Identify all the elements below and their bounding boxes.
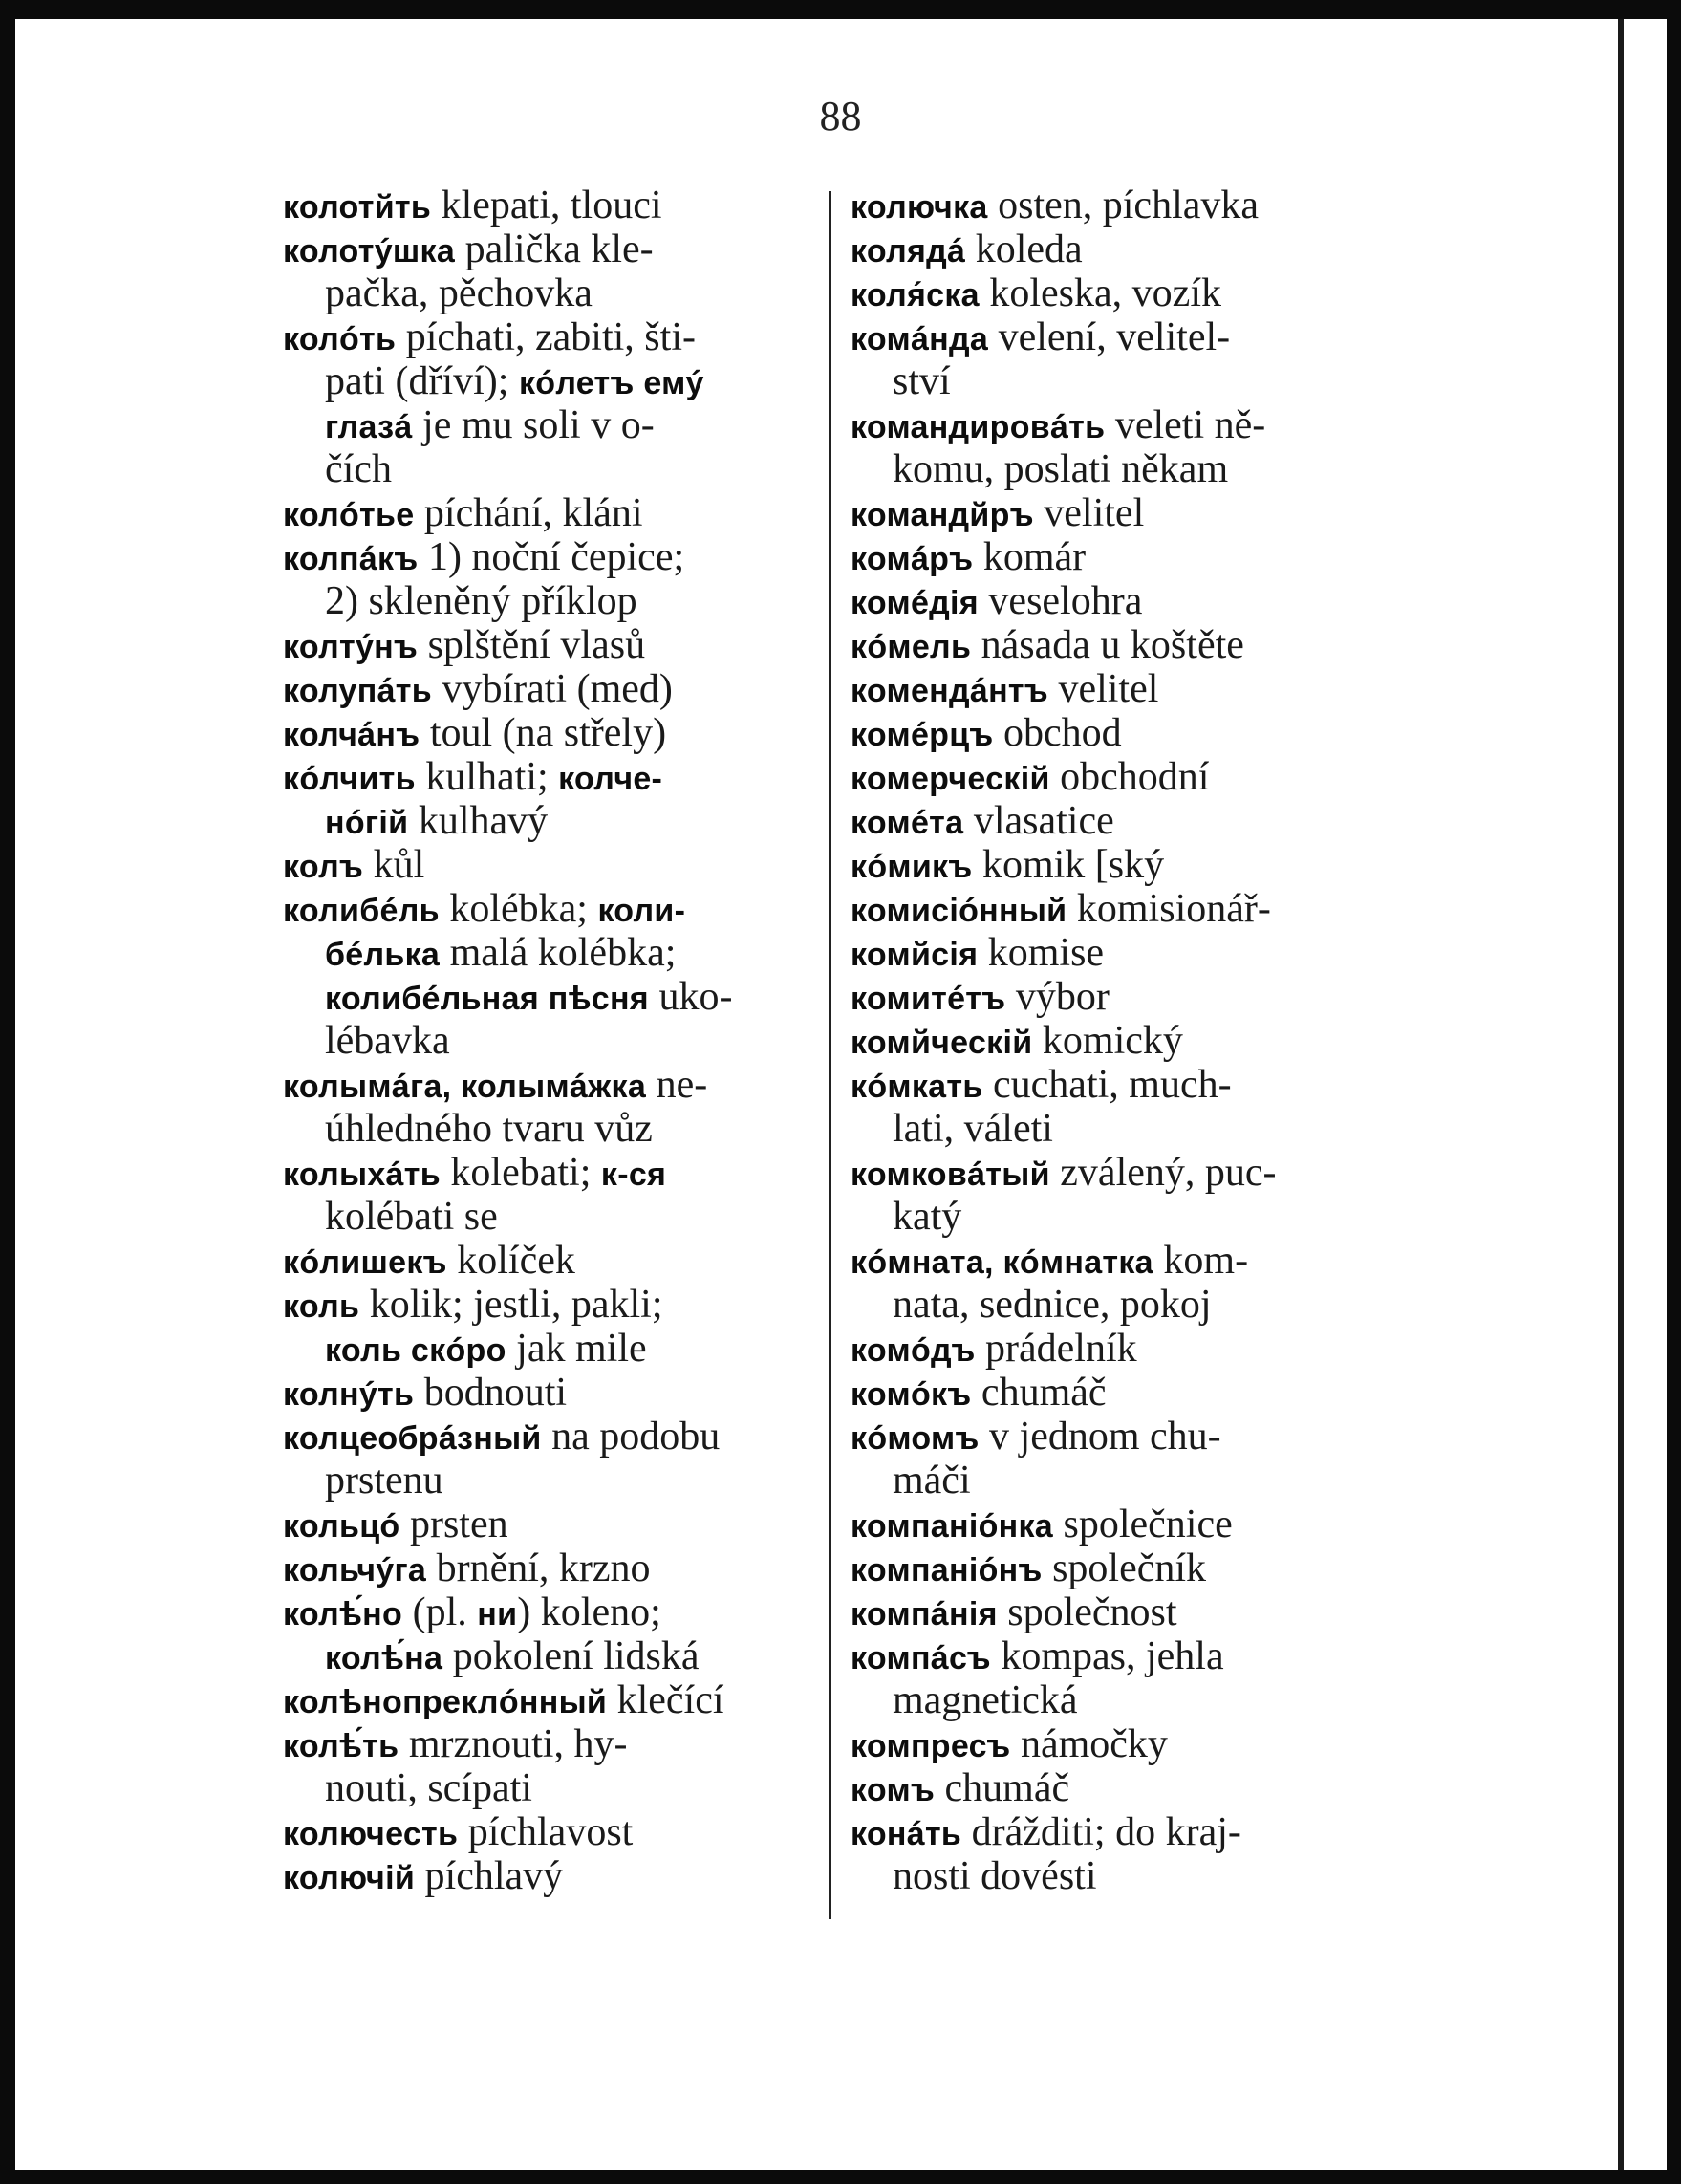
definition: bodnouti: [414, 1371, 568, 1415]
definition: komik [ský: [972, 843, 1165, 887]
headword: кольчýга: [283, 1552, 427, 1589]
scan-border-top: [0, 0, 1681, 19]
headword: колцеобрáзный: [283, 1420, 542, 1457]
dictionary-line: [283, 1327, 822, 1371]
definition: komár: [973, 535, 1087, 579]
page-number: 88: [819, 93, 862, 140]
dictionary-line: [851, 535, 1393, 579]
dictionary-line: [283, 403, 822, 447]
headword: комисіóнный: [851, 893, 1067, 929]
headword: комковáтый: [851, 1157, 1050, 1193]
definition: (pl.: [402, 1590, 478, 1634]
headword: колупáть: [283, 673, 432, 709]
headword: комйсія: [851, 937, 979, 973]
definition: ) koleno;: [517, 1590, 661, 1634]
headword: колѣнопреклóнный: [283, 1684, 608, 1720]
dictionary-line: [851, 227, 1393, 271]
dictionary-line: [283, 1546, 822, 1590]
definition: kom-: [1153, 1239, 1249, 1283]
dictionary-line: [283, 1019, 822, 1063]
left-column: [283, 184, 822, 1898]
definition: ne-: [646, 1063, 708, 1107]
headword: колымáга, колымáжка: [283, 1069, 647, 1105]
definition: 1) noční čepice;: [418, 535, 685, 579]
definition: máči: [893, 1459, 971, 1503]
headword: компресъ: [851, 1728, 1011, 1764]
right-column: [851, 184, 1393, 1898]
dictionary-line: [283, 1810, 822, 1854]
definition: píchání, kláni: [414, 491, 643, 535]
dictionary-line: [851, 1810, 1393, 1854]
dictionary-line: [283, 184, 822, 227]
headword: коль: [283, 1288, 360, 1325]
definition: klepati, tlouci: [431, 184, 662, 227]
dictionary-line: [851, 1063, 1393, 1107]
dictionary-line: [851, 1283, 1393, 1327]
definition: uko-: [648, 975, 733, 1019]
definition: veleti ně-: [1105, 403, 1266, 447]
dictionary-line: [283, 227, 822, 271]
scan-border-bottom: [0, 2170, 1681, 2184]
definition: kůl: [363, 843, 425, 887]
definition: velení, velitel-: [988, 315, 1231, 359]
dictionary-line: [283, 579, 822, 623]
headword: коль скóро: [325, 1332, 506, 1369]
headword: колѣ́ть: [283, 1728, 399, 1764]
definition: kolik; jestli, pakli;: [359, 1283, 663, 1327]
dictionary-line: [851, 1151, 1393, 1195]
headword: колтýнъ: [283, 629, 419, 665]
definition: koleda: [965, 227, 1083, 271]
definition: brnění, krzno: [426, 1546, 651, 1590]
headword: кóмикъ: [851, 849, 973, 885]
definition: výbor: [1005, 975, 1110, 1019]
dictionary-line: [283, 843, 822, 887]
headword: комóдъ: [851, 1332, 976, 1369]
definition: 2) skleněný příklop: [325, 579, 637, 623]
definition: je mu soli v o-: [412, 403, 655, 447]
definition: zválený, puc-: [1049, 1151, 1277, 1195]
dictionary-line: [283, 623, 822, 667]
definition: splštění vlasů: [418, 623, 646, 667]
headword: колчáнъ: [283, 717, 420, 753]
definition: komisionář-: [1067, 887, 1271, 931]
headword: колче-: [558, 761, 663, 797]
definition: úhledného tvaru vůz: [325, 1107, 653, 1151]
dictionary-line: [283, 1063, 822, 1107]
dictionary-line: [851, 315, 1393, 359]
headword: кóлетъ емý: [518, 365, 704, 401]
headword: комерческій: [851, 761, 1050, 797]
definition: chumáč: [935, 1766, 1070, 1810]
dictionary-line: [283, 271, 822, 315]
headword: кóлчить: [283, 761, 416, 797]
dictionary-line: [851, 579, 1393, 623]
dictionary-line: [283, 1195, 822, 1239]
dictionary-line: [851, 1239, 1393, 1283]
scan-border-left: [0, 0, 15, 2184]
dictionary-line: [283, 359, 822, 403]
dictionary-line: [851, 1371, 1393, 1415]
headword: колыхáть: [283, 1157, 441, 1193]
definition: kolébati se: [325, 1195, 498, 1239]
definition: osten, píchlavka: [987, 184, 1260, 227]
definition: kulhavý: [408, 799, 549, 843]
dictionary-line: [851, 711, 1393, 755]
definition: píchlavý: [415, 1854, 564, 1898]
headword: компáсъ: [851, 1640, 991, 1676]
dictionary-line: [283, 667, 822, 711]
dictionary-line: [283, 1678, 822, 1722]
dictionary-line: [283, 1107, 822, 1151]
definition: veselohra: [978, 579, 1143, 623]
headword: кóмната, кóмнатка: [851, 1244, 1153, 1281]
definition: píchati, zabiti, šti-: [396, 315, 696, 359]
dictionary-line: [851, 799, 1393, 843]
dictionary-line: [283, 1634, 822, 1678]
definition: pati (dříví);: [325, 359, 519, 403]
definition: ství: [893, 359, 951, 403]
dictionary-line: [851, 271, 1393, 315]
dictionary-line: [851, 1546, 1393, 1590]
definition: násada u koštěte: [971, 623, 1244, 667]
headword: к-ся: [600, 1157, 667, 1193]
headword: комóкъ: [851, 1376, 972, 1413]
definition: kulhati;: [415, 755, 559, 799]
dictionary-line: [851, 1107, 1393, 1151]
headword: комáнда: [851, 321, 989, 357]
definition: nouti, scípati: [325, 1766, 532, 1810]
dictionary-line: [283, 1766, 822, 1810]
dictionary-line: [851, 359, 1393, 403]
definition: obchodní: [1049, 755, 1210, 799]
definition: komický: [1032, 1019, 1183, 1063]
dictionary-line: [851, 1590, 1393, 1634]
definition: v jednom chu-: [979, 1415, 1221, 1459]
definition: drážditi; do kraj-: [961, 1810, 1241, 1854]
dictionary-line: [851, 755, 1393, 799]
dictionary-line: [851, 184, 1393, 227]
dictionary-line: [283, 1459, 822, 1503]
definition: nata, sednice, pokoj: [893, 1283, 1212, 1327]
definition: toul (na střely): [420, 711, 667, 755]
headword: комъ: [851, 1772, 936, 1808]
dictionary-line: [851, 491, 1393, 535]
dictionary-line: [851, 1678, 1393, 1722]
dictionary-line: [851, 1766, 1393, 1810]
page-edge-line: [1618, 19, 1624, 2170]
dictionary-line: [283, 755, 822, 799]
headword: кóлишекъ: [283, 1244, 447, 1281]
headword: колючесть: [283, 1816, 459, 1852]
definition: prstenu: [325, 1459, 443, 1503]
dictionary-line: [851, 447, 1393, 491]
headword: командйръ: [851, 497, 1034, 533]
dictionary-line: [283, 887, 822, 931]
headword: кóмкать: [851, 1069, 983, 1105]
dictionary-line: [851, 1327, 1393, 1371]
headword: компáнія: [851, 1596, 998, 1633]
definition: komise: [978, 931, 1105, 975]
definition: námočky: [1010, 1722, 1168, 1766]
dictionary-line: [283, 1371, 822, 1415]
definition: čích: [325, 447, 392, 491]
headword: компаніóнка: [851, 1508, 1053, 1545]
headword: колъ: [283, 849, 364, 885]
headword: комитéтъ: [851, 981, 1006, 1017]
definition: kolíček: [446, 1239, 575, 1283]
dictionary-line: [283, 1283, 822, 1327]
headword: глазá: [325, 409, 413, 445]
dictionary-line: [851, 1019, 1393, 1063]
headword: командировáть: [851, 409, 1106, 445]
dictionary-line: [283, 1854, 822, 1898]
headword: комйческій: [851, 1025, 1033, 1061]
headword: колѣ́но: [283, 1596, 403, 1633]
dictionary-line: [851, 1195, 1393, 1239]
dictionary-line: [283, 1239, 822, 1283]
definition: prsten: [399, 1503, 508, 1546]
definition: komu, poslati někam: [893, 447, 1229, 491]
headword: колотйть: [283, 189, 432, 226]
definition: pokolení lidská: [442, 1634, 700, 1678]
dictionary-line: [283, 491, 822, 535]
headword: нóгій: [325, 805, 409, 841]
dictionary-line: [851, 1503, 1393, 1546]
headword: колнýть: [283, 1376, 415, 1413]
headword: комáръ: [851, 541, 974, 577]
headword: кольцó: [283, 1508, 400, 1545]
definition: klečící: [607, 1678, 724, 1722]
headword: колотýшка: [283, 233, 456, 270]
headword: комéрцъ: [851, 717, 994, 753]
dictionary-line: [283, 535, 822, 579]
headword: кóмомъ: [851, 1420, 980, 1457]
dictionary-line: [851, 623, 1393, 667]
definition: vlasatice: [963, 799, 1114, 843]
headword: бéлька: [325, 937, 441, 973]
headword: колибéльная пѣсня: [325, 981, 649, 1017]
definition: společnice: [1053, 1503, 1233, 1546]
headword: колóтье: [283, 497, 415, 533]
headword: колючій: [283, 1860, 416, 1896]
dictionary-line: [283, 1415, 822, 1459]
definition: na podobu: [541, 1415, 721, 1459]
headword: ни: [477, 1596, 518, 1633]
dictionary-line: [283, 447, 822, 491]
dictionary-line: [851, 1415, 1393, 1459]
dictionary-line: [851, 931, 1393, 975]
definition: kompas, jehla: [990, 1634, 1224, 1678]
dictionary-line: [851, 403, 1393, 447]
dictionary-line: [851, 1722, 1393, 1766]
headword: колядá: [851, 233, 966, 270]
column-divider: [829, 191, 831, 1919]
definition: koleska, vozík: [979, 271, 1221, 315]
headword: комéта: [851, 805, 964, 841]
definition: společník: [1042, 1546, 1207, 1590]
headword: компаніóнъ: [851, 1552, 1043, 1589]
dictionary-line: [851, 1634, 1393, 1678]
definition: cuchati, much-: [982, 1063, 1232, 1107]
definition: nosti dovésti: [893, 1854, 1097, 1898]
definition: kolebati;: [440, 1151, 601, 1195]
dictionary-line: [283, 711, 822, 755]
dictionary-line: [851, 1459, 1393, 1503]
dictionary-line: [851, 887, 1393, 931]
headword: колпáкъ: [283, 541, 419, 577]
definition: společnost: [997, 1590, 1177, 1634]
headword: колóть: [283, 321, 397, 357]
scan-border-right: [1667, 0, 1681, 2184]
headword: коли-: [597, 893, 686, 929]
headword: конáть: [851, 1816, 962, 1852]
definition: katý: [893, 1195, 962, 1239]
definition: velitel: [1033, 491, 1145, 535]
dictionary-line: [851, 667, 1393, 711]
definition: kolébka;: [439, 887, 598, 931]
headword: комендáнтъ: [851, 673, 1048, 709]
dictionary-line: [283, 975, 822, 1019]
dictionary-line: [851, 975, 1393, 1019]
definition: píchlavost: [458, 1810, 634, 1854]
definition: vybírati (med): [431, 667, 673, 711]
definition: jak mile: [506, 1327, 647, 1371]
definition: chumáč: [971, 1371, 1107, 1415]
dictionary-line: [851, 1854, 1393, 1898]
definition: lati, váleti: [893, 1107, 1053, 1151]
definition: velitel: [1047, 667, 1159, 711]
definition: lébavka: [325, 1019, 450, 1063]
headword: кóмель: [851, 629, 972, 665]
headword: колѣ́на: [325, 1640, 443, 1676]
dictionary-line: [851, 843, 1393, 887]
definition: malá kolébka;: [440, 931, 677, 975]
headword: коля́ска: [851, 277, 980, 314]
dictionary-line: [283, 1503, 822, 1546]
dictionary-line: [283, 315, 822, 359]
headword: колибéль: [283, 893, 440, 929]
dictionary-line: [283, 799, 822, 843]
definition: mrznouti, hy-: [399, 1722, 628, 1766]
definition: pačka, pěchovka: [325, 271, 593, 315]
definition: palička kle-: [455, 227, 654, 271]
definition: magnetická: [893, 1678, 1078, 1722]
dictionary-line: [283, 1151, 822, 1195]
headword: колючка: [851, 189, 988, 226]
dictionary-line: [283, 931, 822, 975]
dictionary-line: [283, 1590, 822, 1634]
headword: комéдія: [851, 585, 979, 621]
definition: prádelník: [975, 1327, 1137, 1371]
definition: obchod: [993, 711, 1122, 755]
dictionary-line: [283, 1722, 822, 1766]
